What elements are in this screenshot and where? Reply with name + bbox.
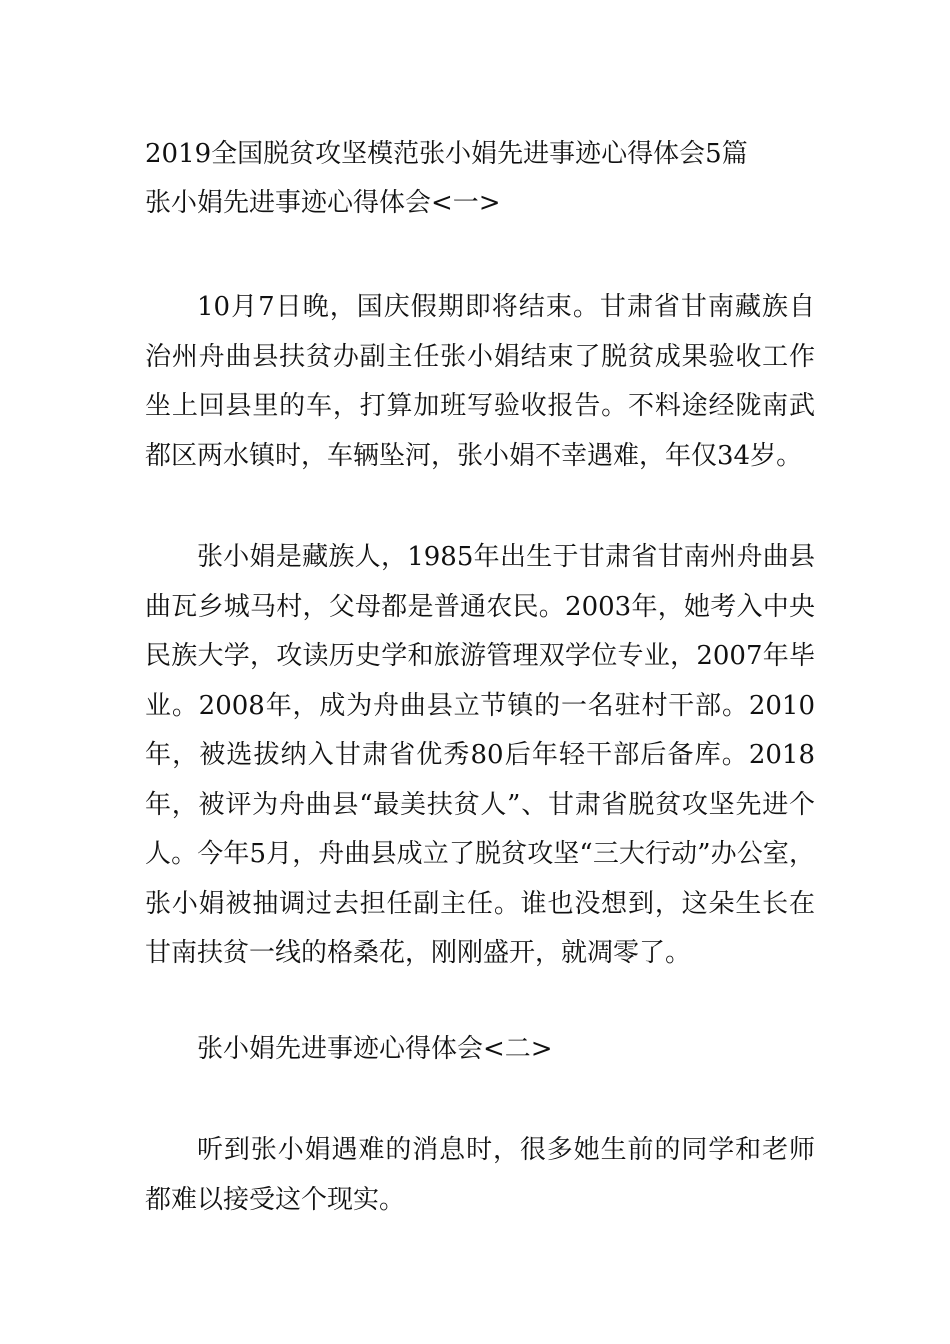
- paragraph-1: 10月7日晚，国庆假期即将结束。甘肃省甘南藏族自治州舟曲县扶贫办副主任张小娟结束了脱贫成果验收工作坐上回县里的车，打算加班写验收报告。不料途经陇南武都区两水镇时，车辆坠河，张小娟不幸遇难，年仅34岁。: [145, 292, 815, 471]
- section-heading-2: 张小娟先进事迹心得体会<二>: [197, 1034, 553, 1064]
- section-heading-1: 张小娟先进事迹心得体会<一>: [145, 188, 501, 218]
- paragraph-2: 张小娟是藏族人，1985年出生于甘肃省甘南州舟曲县曲瓦乡城马村，父母都是普通农民。2003年，她考入中央民族大学，攻读历史学和旅游管理双学位专业，2007年毕业。2008年，成为舟曲县立节镇的一名驻村干部。2010年，被选拔纳入甘肃省优秀80后年轻干部后备库。2018年，被评为舟曲县“最美扶贫人”、甘肃省脱贫攻坚先进个人。今年5月，舟曲县成立了脱贫攻坚“三大行动”办公室，张小娟被抽调过去担任副主任。谁也没想到，这朵生长在甘南扶贫一线的格桑花，刚刚盛开，就凋零了。: [145, 542, 815, 968]
- paragraph-3: 听到张小娟遇难的消息时，很多她生前的同学和老师都难以接受这个现实。: [145, 1135, 815, 1215]
- document-title: 2019全国脱贫攻坚模范张小娟先进事迹心得体会5篇: [145, 139, 748, 169]
